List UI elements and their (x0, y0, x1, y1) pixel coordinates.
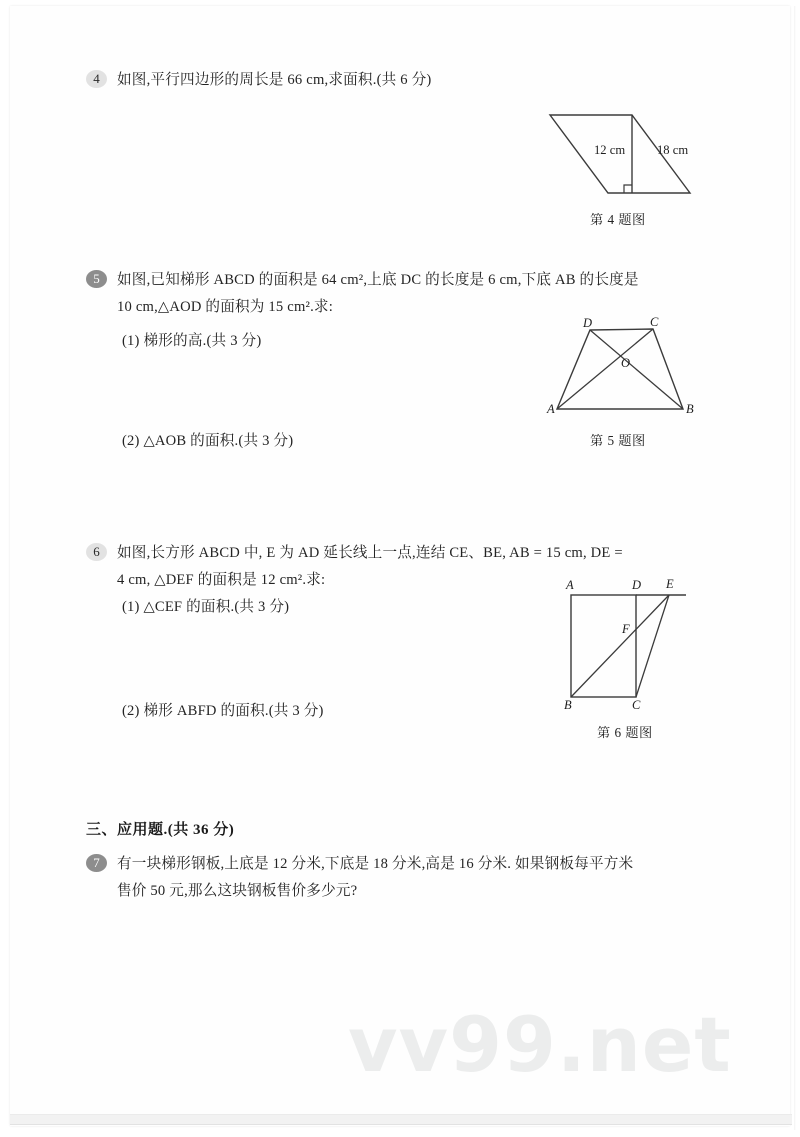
page-edge-bottom (10, 1114, 792, 1125)
question-5-sub-1: (1) 梯形的高.(共 3 分) (122, 333, 262, 349)
question-text-7-line-1: 有一块梯形钢板,上底是 12 分米,下底是 18 分米,高是 16 分米. 如果钢板每平方米 (117, 856, 634, 872)
question-number-badge-6: 6 (86, 543, 107, 561)
rectangle-abcd (571, 595, 636, 697)
trapezoid-outline (557, 329, 683, 409)
vertex-label-a: A (547, 402, 555, 416)
vertex-label-f: F (622, 622, 630, 636)
height-label: 12 cm (594, 143, 626, 157)
page-edge-right (794, 6, 796, 1130)
question-5-sub-2: (2) △AOB 的面积.(共 3 分) (122, 433, 294, 449)
segment-be (571, 595, 669, 697)
right-angle-mark (624, 185, 632, 193)
question-number-badge-7: 7 (86, 854, 107, 872)
question-6-sub-1: (1) △CEF 的面积.(共 3 分) (122, 599, 290, 615)
vertex-label-b: B (686, 402, 694, 416)
question-6-sub-2: (2) 梯形 ABFD 的面积.(共 3 分) (122, 703, 324, 719)
question-text-7-line-2: 售价 50 元,那么这块钢板售价多少元? (117, 883, 358, 899)
question-text-6-line-1: 如图,长方形 ABCD 中, E 为 AD 延长线上一点,连结 CE、BE, AB = 15 cm, DE = (117, 545, 623, 561)
site-watermark: vv99.net (348, 1000, 732, 1089)
vertex-label-d: D (583, 316, 593, 330)
vertex-label-e: E (666, 577, 674, 591)
diagonal-ca (557, 329, 653, 409)
vertex-label-o: O (621, 356, 631, 370)
vertex-label-a: A (566, 578, 574, 592)
question-text-5-line-2: 10 cm,△AOD 的面积为 15 cm².求: (117, 299, 333, 315)
question-text-6-line-2: 4 cm, △DEF 的面积是 12 cm².求: (117, 572, 326, 588)
question-number-badge-5: 5 (86, 270, 107, 288)
vertex-label-c: C (632, 698, 641, 712)
question-number-badge-4: 4 (86, 70, 107, 88)
question-text-5-line-1: 如图,已知梯形 ABCD 的面积是 64 cm²,上底 DC 的长度是 6 cm,下底 AB 的长度是 (117, 272, 639, 288)
side-label: 18 cm (657, 143, 689, 157)
question-text-4-line-1: 如图,平行四边形的周长是 66 cm,求面积.(共 6 分) (117, 72, 432, 88)
section-heading-application-problems: 三、应用题.(共 36 分) (86, 822, 235, 838)
figure-caption-5: 第 5 题图 (590, 433, 646, 448)
vertex-label-d: D (632, 578, 642, 592)
figure-caption-4: 第 4 题图 (590, 212, 646, 227)
segment-ce (636, 595, 669, 697)
vertex-label-b: B (564, 698, 572, 712)
figure-caption-6: 第 6 题图 (597, 725, 653, 740)
vertex-label-c: C (650, 315, 659, 329)
